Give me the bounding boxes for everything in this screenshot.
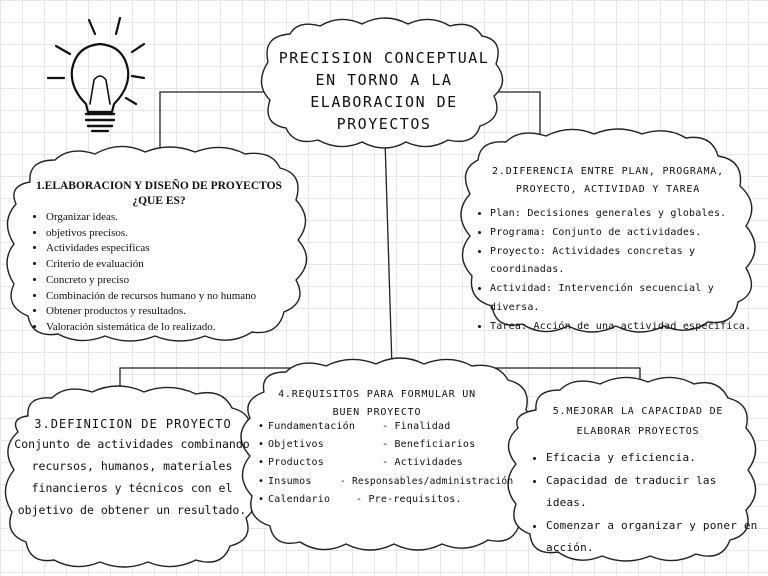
- list-item: • Concreto y preciso: [46, 273, 316, 289]
- list-item: • Criterio de evaluación: [46, 257, 316, 273]
- list-item: • Capacidad de traducir las ideas.: [546, 470, 760, 515]
- diferencia-title: 2.DIFERENCIA ENTRE PLAN, PROGRAMA, PROYECTO, ACTIVIDAD Y TAREA: [492, 166, 724, 195]
- req-right-2: - Beneficiarios: [382, 439, 476, 450]
- mejorar-list: [532, 447, 760, 560]
- list-item: • Actividades especificas: [46, 241, 316, 257]
- req-right-4: - Responsables/administración: [340, 476, 514, 487]
- definicion-title: 3.DEFINICION DE PROYECTO: [34, 417, 232, 431]
- req-right-5: - Pre-requisitos.: [356, 494, 462, 505]
- connector-title-to-box4: [385, 140, 392, 368]
- list-item: • Proyecto: Actividades concretas y coordinadas.: [490, 243, 752, 281]
- diferencia-list: [476, 205, 752, 337]
- req-right-3: - Actividades: [382, 457, 463, 468]
- list-item: • Tarea: Acción de una actividad especifica.: [490, 318, 752, 337]
- list-item: • Organizar ideas.: [46, 210, 316, 226]
- req-left-2: • Objetivos: [258, 439, 324, 450]
- list-item: • Plan: Decisiones generales y globales.: [490, 205, 752, 224]
- elaboracion-title: 1.ELABORACION Y DISEÑO DE PROYECTOS ¿QUE ES?: [36, 180, 282, 207]
- list-item: • objetivos precisos.: [46, 226, 316, 242]
- definicion-body: Conjunto de actividades combinando recursos, humanos, materiales financieros y técnicos con el objetivo de obtener un resultado.: [14, 437, 250, 517]
- req-left-5: • Calendario: [258, 494, 331, 505]
- list-item: • Actividad: Intervención secuencial y diversa.: [490, 280, 752, 318]
- lightbulb-icon: [48, 18, 144, 131]
- list-item: • Combinación de recursos humano y no humano: [46, 289, 316, 305]
- req-left-3: • Productos: [258, 457, 324, 468]
- list-item: • Obtener productos y resultados.: [46, 304, 316, 320]
- req-left-1: • Fundamentación: [258, 421, 356, 432]
- list-item: • Eficacia y eficiencia.: [546, 447, 760, 470]
- req-right-1: - Finalidad: [382, 421, 451, 432]
- page-title: PRECISION CONCEPTUAL EN TORNO A LA ELABORACION DE PROYECTOS: [278, 49, 490, 133]
- requisitos-title: 4.REQUISITOS PARA FORMULAR UN BUEN PROYECTO: [278, 389, 476, 418]
- list-item: • Programa: Conjunto de actividades.: [490, 224, 752, 243]
- mejorar-title: 5.MEJORAR LA CAPACIDAD DE ELABORAR PROYECTOS: [552, 406, 724, 437]
- req-left-4: • Insumos: [258, 476, 312, 487]
- list-item: • Valoración sistemática de lo realizado.: [46, 320, 316, 336]
- list-item: • Comenzar a organizar y poner en acción.: [546, 515, 760, 560]
- elaboracion-list: [32, 210, 316, 336]
